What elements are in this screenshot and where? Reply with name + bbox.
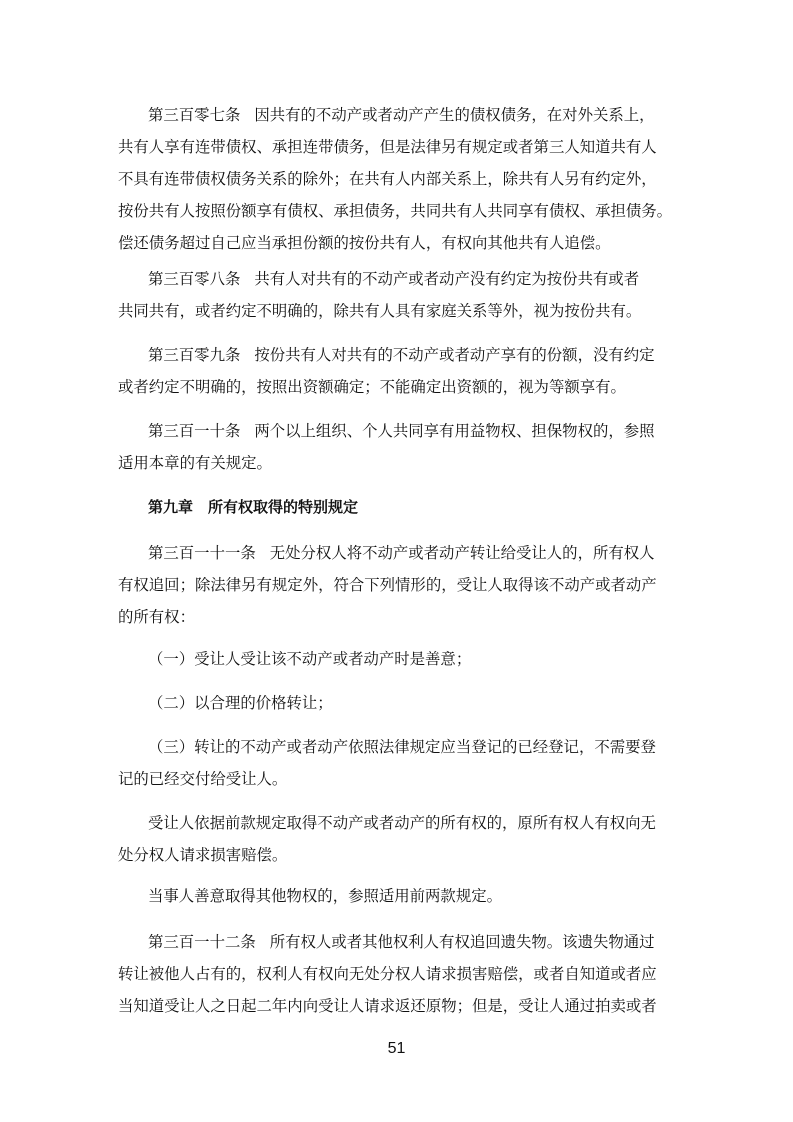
article-number: 第三百一十条 [148, 422, 241, 440]
chapter-title: 第九章 所有权取得的特别规定 [148, 498, 359, 516]
article-number: 第三百一十一条 [148, 544, 256, 562]
list-item-2-line: （二）以合理的价格转让； [148, 694, 333, 712]
clause-paragraph-3 [118, 880, 678, 912]
article-number: 第三百一十二条 [148, 933, 256, 951]
article-307-line-3: 不具有连带债权债务关系的除外；在共有人内部关系上，除共有人另有约定外， [118, 170, 657, 188]
list-item-1 [118, 643, 678, 675]
article-312-line-3: 当知道受让人之日起二年内向受让人请求返还原物；但是，受让人通过拍卖或者 [118, 997, 657, 1015]
list-item-3-line-2: 记的已经交付给受让人。 [118, 770, 288, 788]
list-item-2 [118, 687, 678, 719]
article-309 [118, 339, 678, 403]
article-309-line-2: 或者约定不明确的，按照出资额确定；不能确定出资额的，视为等额享有。 [118, 378, 626, 396]
article-312-line-2: 转让被他人占有的，权利人有权向无处分权人请求损害赔偿，或者自知道或者应 [118, 965, 657, 983]
clause-paragraph-2 [118, 807, 678, 871]
article-308-line-2: 共同共有，或者约定不明确的，除共有人具有家庭关系等外，视为按份共有。 [118, 302, 642, 320]
article-311-line-1: 第三百一十一条 无处分权人将不动产或者动产转让给受让人的，所有权人 [148, 544, 655, 562]
article-312-line-1: 第三百一十二条 所有权人或者其他权利人有权追回遗失物。该遗失物通过 [148, 933, 655, 951]
clause-paragraph-2-line-2: 处分权人请求损害赔偿。 [118, 846, 288, 864]
article-311-line-2: 有权追回；除法律另有规定外，符合下列情形的，受让人取得该不动产或者动产 [118, 576, 657, 594]
article-311-line-3: 的所有权： [118, 608, 195, 626]
article-number: 第三百零九条 [148, 346, 241, 364]
article-307-line-2: 共有人享有连带债权、承担连带债务，但是法律另有规定或者第三人知道共有人 [118, 138, 657, 156]
list-item-3-line-1: （三）转让的不动产或者动产依照法律规定应当登记的已经登记，不需要登 [148, 738, 656, 756]
chapter-heading [118, 491, 678, 523]
article-309-line-1: 第三百零九条 按份共有人对共有的不动产或者动产享有的份额，没有约定 [148, 346, 655, 364]
article-311 [118, 537, 678, 633]
article-number: 第三百零七条 [148, 106, 241, 124]
article-310-line-2: 适用本章的有关规定。 [118, 454, 272, 472]
article-number: 第三百零八条 [148, 270, 241, 288]
article-312 [118, 926, 678, 1022]
list-item-1-line: （一）受让人受让该不动产或者动产时是善意； [148, 650, 472, 668]
clause-paragraph-3-line-1: 当事人善意取得其他物权的，参照适用前两款规定。 [148, 887, 502, 905]
article-308 [118, 263, 678, 327]
article-310-line-1: 第三百一十条 两个以上组织、个人共同享有用益物权、担保物权的，参照 [148, 422, 655, 440]
article-307 [118, 99, 678, 259]
article-310 [118, 415, 678, 479]
article-307-line-5: 偿还债务超过自己应当承担份额的按份共有人，有权向其他共有人追偿。 [118, 234, 611, 252]
article-307-line-1: 第三百零七条 因共有的不动产或者动产产生的债权债务，在对外关系上， [148, 106, 655, 124]
article-307-line-4: 按份共有人按照份额享有债权、承担债务，共同共有人共同享有债权、承担债务。 [118, 202, 673, 220]
clause-paragraph-2-line-1: 受让人依据前款规定取得不动产或者动产的所有权的，原所有权人有权向无 [148, 814, 656, 832]
page-number: 51 [387, 1040, 406, 1057]
list-item-3 [118, 731, 678, 795]
article-308-line-1: 第三百零八条 共有人对共有的不动产或者动产没有约定为按份共有或者 [148, 270, 640, 288]
